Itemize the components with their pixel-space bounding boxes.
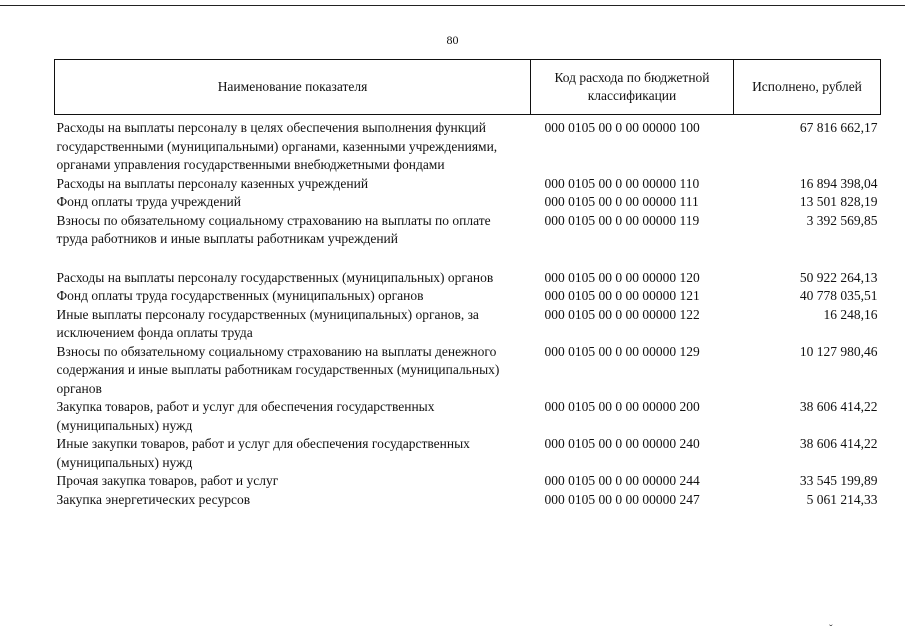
row-name: Фонд оплаты труда государственных (муниципальных) органов [56, 288, 424, 303]
table-row [55, 435, 881, 472]
row-name: Взносы по обязательному социальному страхованию на выплаты по оплате труда работников и иные выплаты работникам учреждений [56, 212, 491, 246]
table-row [55, 287, 881, 306]
row-code: 000 0105 00 0 00 00000 121 [544, 288, 700, 303]
row-code: 000 0105 00 0 00 00000 110 [544, 175, 700, 191]
scan-mark: ˇ [829, 623, 833, 635]
row-amount: 38 606 414,22 [799, 436, 878, 451]
row-code: 000 0105 00 0 00 00000 247 [544, 491, 700, 507]
budget-table [54, 59, 881, 509]
table-row [55, 343, 881, 399]
row-amount: 5 061 214,33 [806, 491, 878, 507]
row-name: Расходы на выплаты персоналу государственных (муниципальных) органов [56, 269, 494, 285]
row-code: 000 0105 00 0 00 00000 122 [544, 306, 700, 322]
table-row [55, 472, 881, 491]
row-code: 000 0105 00 0 00 00000 100 [544, 120, 700, 135]
table-row [55, 115, 881, 175]
row-amount: 50 922 264,13 [799, 269, 878, 285]
row-name: Взносы по обязательному социальному страхованию на выплаты денежного содержания и иные выплаты работникам государственных (муниципальных) органов [56, 343, 500, 396]
table-row [55, 306, 881, 343]
page-number: 80 [446, 33, 459, 47]
table-row [55, 212, 881, 269]
row-name: Расходы на выплаты персоналу в целях обеспечения выполнения функций государственными (муниципальными) органами, казенными учреждениями, органами управления государственными внебюджетными фондами [56, 120, 498, 172]
row-name: Расходы на выплаты персоналу казенных учреждений [56, 175, 369, 191]
row-name: Закупка товаров, работ и услуг для обеспечения государственных (муниципальных) нужд [56, 399, 435, 433]
header-amount: Исполнено, рублей [734, 60, 881, 115]
row-amount: 3 392 569,85 [806, 212, 878, 228]
row-amount: 10 127 980,46 [799, 343, 878, 359]
row-amount: 67 816 662,17 [799, 120, 878, 135]
row-code: 000 0105 00 0 00 00000 129 [544, 343, 700, 359]
table-row [55, 398, 881, 435]
table-row [55, 193, 881, 212]
row-name: Закупка энергетических ресурсов [56, 491, 251, 507]
row-name: Иные закупки товаров, работ и услуг для обеспечения государственных (муниципальных) нужд [56, 436, 470, 470]
row-amount: 13 501 828,19 [799, 194, 878, 209]
row-code: 000 0105 00 0 00 00000 240 [544, 436, 700, 451]
row-code: 000 0105 00 0 00 00000 120 [544, 269, 700, 285]
row-amount: 16 248,16 [823, 306, 878, 322]
table-row [55, 491, 881, 510]
row-code: 000 0105 00 0 00 00000 111 [544, 194, 699, 209]
table-row [55, 175, 881, 194]
row-name: Фонд оплаты труда учреждений [56, 194, 241, 209]
row-name: Иные выплаты персоналу государственных (муниципальных) органов, за исключением фонда оплаты труда [56, 306, 479, 340]
row-amount: 16 894 398,04 [799, 175, 878, 191]
row-code: 000 0105 00 0 00 00000 200 [544, 399, 700, 414]
table-header-row [55, 60, 881, 115]
row-code: 000 0105 00 0 00 00000 244 [544, 473, 700, 488]
row-code: 000 0105 00 0 00 00000 119 [544, 212, 700, 228]
top-rule [0, 5, 905, 6]
table-row [55, 269, 881, 288]
row-amount: 40 778 035,51 [799, 288, 878, 303]
header-code: Код расхода по бюджетной классификации [531, 60, 734, 115]
row-amount: 38 606 414,22 [799, 399, 878, 414]
header-name: Наименование показателя [55, 60, 531, 115]
row-amount: 33 545 199,89 [799, 473, 878, 488]
row-name: Прочая закупка товаров, работ и услуг [56, 473, 279, 488]
